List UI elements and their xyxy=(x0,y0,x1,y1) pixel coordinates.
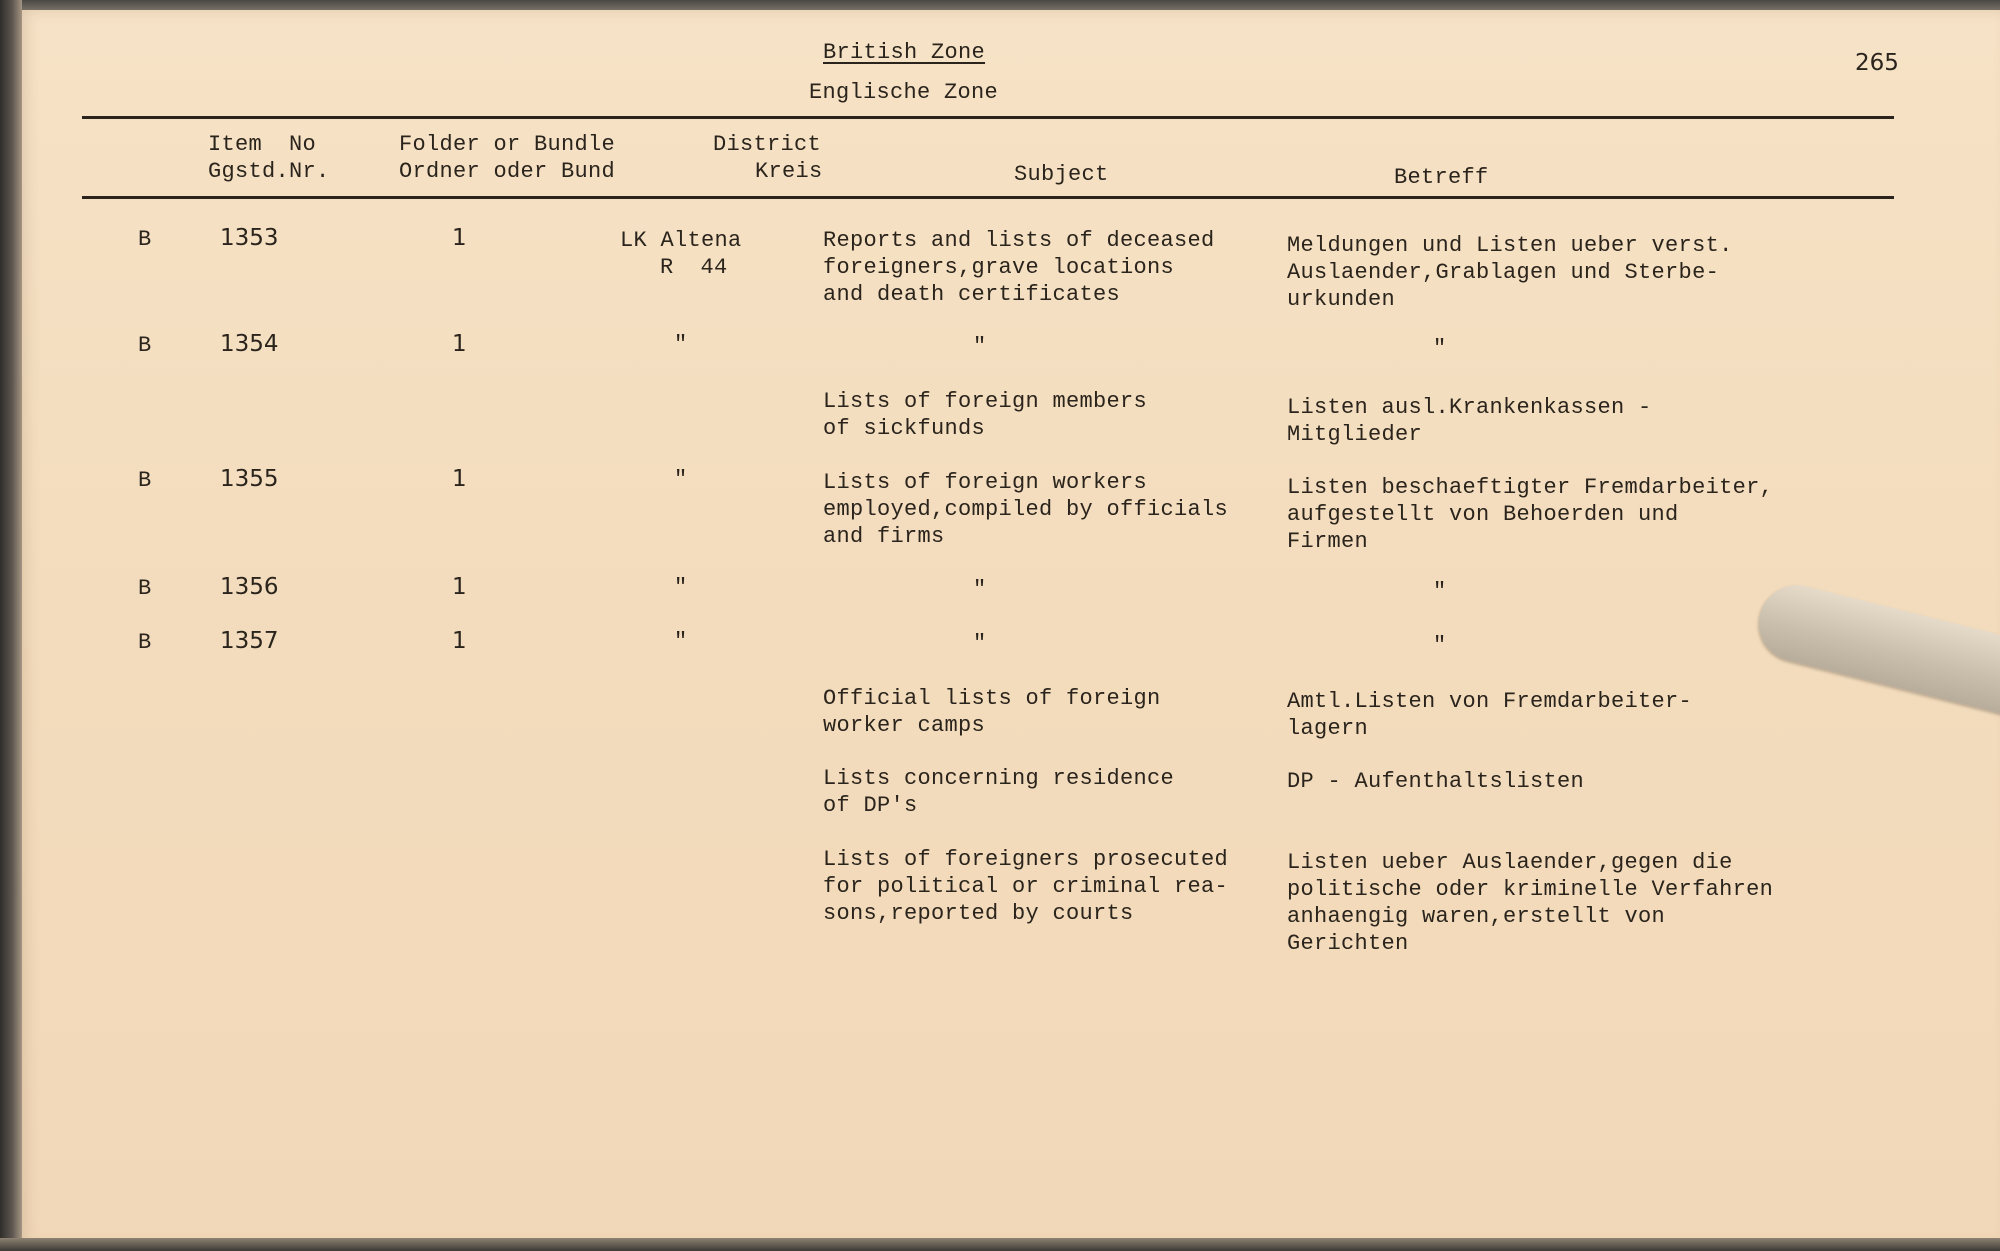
subject-line: Reports and lists of deceased xyxy=(823,228,1215,253)
zone-subtitle: Englische Zone xyxy=(809,80,999,105)
col-folder-en: Folder or Bundle xyxy=(399,132,616,157)
subject-line: Lists of foreign workers xyxy=(823,470,1148,495)
col-subject: Subject xyxy=(1014,162,1109,187)
top-rule xyxy=(82,116,1894,119)
bottom-edge xyxy=(0,1238,2000,1251)
betreff-line: Gerichten xyxy=(1287,931,1409,956)
item-number: 1354 xyxy=(220,331,279,357)
betreff-line: Mitglieder xyxy=(1287,422,1423,447)
header-rule xyxy=(82,196,1894,199)
subject-line: sons,reported by courts xyxy=(823,901,1134,926)
item-number: 1353 xyxy=(220,225,279,251)
betreff-line: aufgestellt von Behoerden und xyxy=(1287,502,1679,527)
betreff-ditto: " xyxy=(1433,579,1447,604)
subject-line: of sickfunds xyxy=(823,416,986,441)
folder-number: 1 xyxy=(452,466,467,492)
subject-line: of DP's xyxy=(823,793,918,818)
subject-line: worker camps xyxy=(823,713,986,738)
col-district-de: Kreis xyxy=(755,159,823,184)
subject-line: for political or criminal rea- xyxy=(823,874,1229,899)
district-ditto: " xyxy=(674,575,688,600)
subject-line: foreigners,grave locations xyxy=(823,255,1175,280)
series-letter: B xyxy=(138,468,152,493)
item-number: 1355 xyxy=(220,466,279,492)
folder-number: 1 xyxy=(452,225,467,251)
subject-ditto: " xyxy=(973,577,987,602)
series-letter: B xyxy=(138,333,152,358)
district-ditto: " xyxy=(674,467,688,492)
item-number: 1357 xyxy=(220,628,279,654)
subject-ditto: " xyxy=(973,631,987,656)
subject-ditto: " xyxy=(973,334,987,359)
subject-line: Lists of foreigners prosecuted xyxy=(823,847,1229,872)
district-name: LK Altena xyxy=(620,228,742,253)
betreff-line: lagern xyxy=(1287,716,1369,741)
subject-line: Lists concerning residence xyxy=(823,766,1175,791)
col-betreff: Betreff xyxy=(1394,165,1489,190)
folder-number: 1 xyxy=(452,628,467,654)
page-number: 265 xyxy=(1855,50,1899,76)
district-ditto: " xyxy=(674,629,688,654)
district-ditto: " xyxy=(674,332,688,357)
folder-number: 1 xyxy=(452,574,467,600)
col-folder-de: Ordner oder Bund xyxy=(399,159,616,184)
betreff-ditto: " xyxy=(1433,336,1447,361)
district-code: R 44 xyxy=(660,255,728,280)
subject-line: Lists of foreign members xyxy=(823,389,1148,414)
subject-line: Official lists of foreign xyxy=(823,686,1161,711)
item-number: 1356 xyxy=(220,574,279,600)
subject-line: employed,compiled by officials xyxy=(823,497,1229,522)
betreff-line: anhaengig waren,erstellt von xyxy=(1287,904,1666,929)
series-letter: B xyxy=(138,630,152,655)
col-item-de: Ggstd.Nr. xyxy=(208,159,330,184)
betreff-line: Auslaender,Grablagen und Sterbe- xyxy=(1287,260,1720,285)
binding-spine xyxy=(0,0,22,1251)
folder-number: 1 xyxy=(452,331,467,357)
betreff-line: politische oder kriminelle Verfahren xyxy=(1287,877,1774,902)
series-letter: B xyxy=(138,576,152,601)
subject-line: and firms xyxy=(823,524,945,549)
col-item-en: Item No xyxy=(208,132,317,157)
betreff-line: Meldungen und Listen ueber verst. xyxy=(1287,233,1733,258)
betreff-line: urkunden xyxy=(1287,287,1396,312)
zone-title: British Zone xyxy=(823,40,986,65)
betreff-ditto: " xyxy=(1433,633,1447,658)
subject-line: and death certificates xyxy=(823,282,1121,307)
series-letter: B xyxy=(138,227,152,252)
betreff-line: Listen ueber Auslaender,gegen die xyxy=(1287,850,1733,875)
betreff-line: Listen ausl.Krankenkassen - xyxy=(1287,395,1652,420)
betreff-line: Firmen xyxy=(1287,529,1369,554)
betreff-line: Amtl.Listen von Fremdarbeiter- xyxy=(1287,689,1693,714)
betreff-line: Listen beschaeftigter Fremdarbeiter, xyxy=(1287,475,1774,500)
betreff-line: DP - Aufenthaltslisten xyxy=(1287,769,1585,794)
col-district-en: District xyxy=(713,132,822,157)
